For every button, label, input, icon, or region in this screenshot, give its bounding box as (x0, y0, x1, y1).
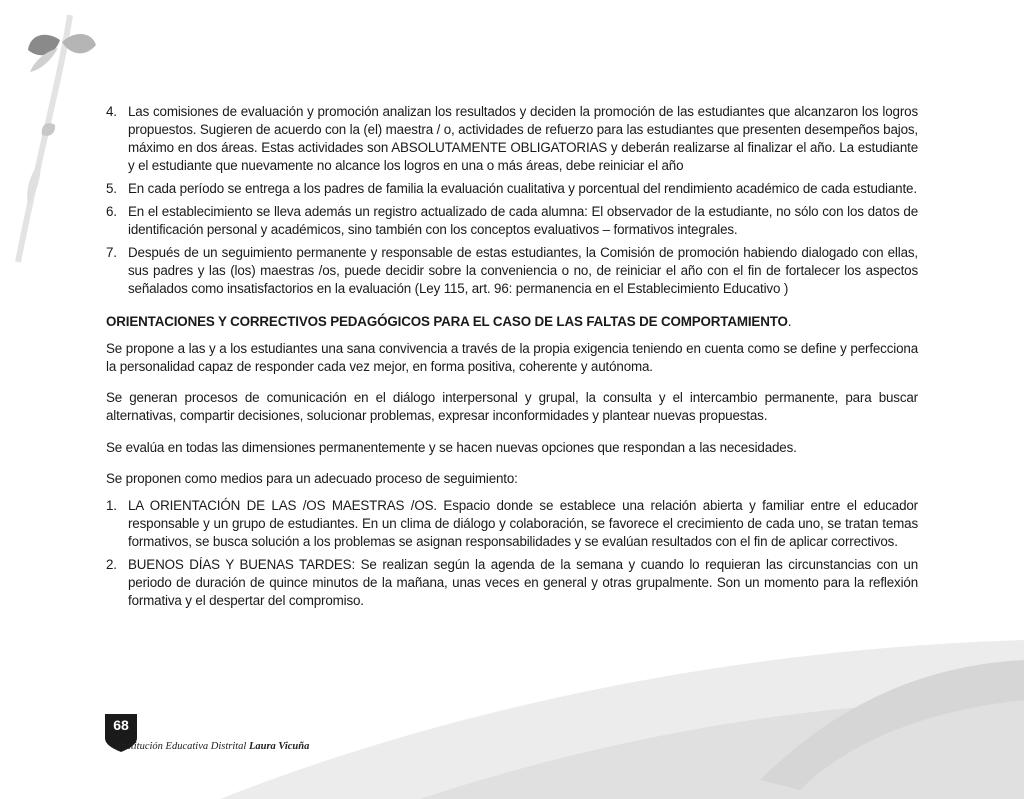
section-heading (106, 313, 918, 331)
evaluation-list (106, 103, 918, 298)
paragraph: Se propone a las y a los estudiantes una sana convivencia a través de la propia exigencia teniendo en cuenta como se define y perfecciona la personalidad capaz de responder cada vez mejor, en forma positiva, coherente y autónoma. (106, 341, 918, 374)
list-number: 1. (106, 498, 117, 514)
follow-up-list (106, 497, 918, 610)
paragraph: Se generan procesos de comunicación en el diálogo interpersonal y grupal, la consulta y el intercambio permanente, para buscar alternativas, compartir decisiones, solucionar problemas, expresar inconformidades y plantear nuevas propuestas. (106, 390, 918, 424)
list-text: En el establecimiento se lleva además un registro actualizado de cada alumna: El observador de la estudiante, no sólo con los datos de identificación personal y académicos, sino también con los conceptos evaluativos – formativos integrales. (128, 204, 918, 237)
list-item (106, 497, 918, 551)
list-text: Después de un seguimiento permanente y responsable de estas estudiantes, la Comisión de promoción habiendo dialogado con ellas, sus padres y las (los) maestras /os, puede decidir sobre la conveniencia o no, de reiniciar el año con el fin de fortalecer los aspectos señalados como insatisfactorios en la evaluación (Ley 115, art. 96: permanencia en el Establecimiento Educativo ) (128, 245, 918, 296)
list-number: 7. (106, 245, 117, 260)
list-number: 4. (106, 104, 117, 119)
list-text: En cada período se entrega a los padres de familia la evaluación cualitativa y porcentual del rendimiento académico de cada estudiante. (128, 181, 917, 196)
list-item (106, 103, 918, 175)
list-number: 2. (106, 557, 117, 573)
list-item (106, 203, 918, 239)
list-number: 6. (106, 204, 117, 219)
footer-institution (118, 741, 309, 752)
footer-institution-prefix: Institución Educativa Distrital (118, 741, 249, 752)
section-heading-period: . (787, 314, 792, 329)
list-item (106, 244, 918, 298)
list-text: BUENOS DÍAS Y BUENAS TARDES: Se realizan según la agenda de la semana y cuando lo requieran las circunstancias con un periodo de duración de quince minutos de la mañana, unas veces en general y otras grupalmente. Son un momento para la reflexión formativa y el despertar del compromiso. (128, 557, 918, 609)
list-item (106, 180, 918, 198)
list-number: 5. (106, 181, 117, 196)
paragraph: Se proponen como medios para un adecuado proceso de seguimiento: (106, 471, 518, 487)
page-number: 68 (113, 717, 129, 733)
list-text: Las comisiones de evaluación y promoción analizan los resultados y deciden la promoción de las estudiantes que alcanzaron los logros propuestos. Sugieren de acuerdo con la (el) maestra / o, actividades de refuerzo para las estudiantes que presenten desempeños bajos, máximo en dos áreas. Estas actividades son ABSOLUTAMENTE OBLIGATORIAS y deberán realizarse al finalizar el año. La estudiante y el estudiante que nuevamente no alcance los logros en una o más áreas, debe reiniciar el año (128, 104, 918, 173)
paragraph: Se evalúa en todas las dimensiones permanentemente y se hacen nuevas opciones que respondan a las necesidades. (106, 439, 797, 455)
document-body (106, 103, 918, 615)
footer-institution-name: Laura Vicuña (248, 741, 310, 752)
section-heading-text: ORIENTACIONES Y CORRECTIVOS PEDAGÓGICOS PARA EL CASO DE LAS FALTAS DE COMPORTAMIENTO (106, 314, 788, 329)
list-text: LA ORIENTACIÓN DE LAS /OS MAESTRAS /OS. Espacio donde se establece una relación abierta y familiar entre el educador responsable y un grupo de estudiantes. En un clima de diálogo y colaboración, se favorece el crecimiento de cada uno, se tratan temas formativos, se busca solución a los problemas se asignan responsabilidades y se evalúan resultados con el fin de aplicar correctivos. (128, 498, 918, 550)
list-item (106, 556, 918, 610)
